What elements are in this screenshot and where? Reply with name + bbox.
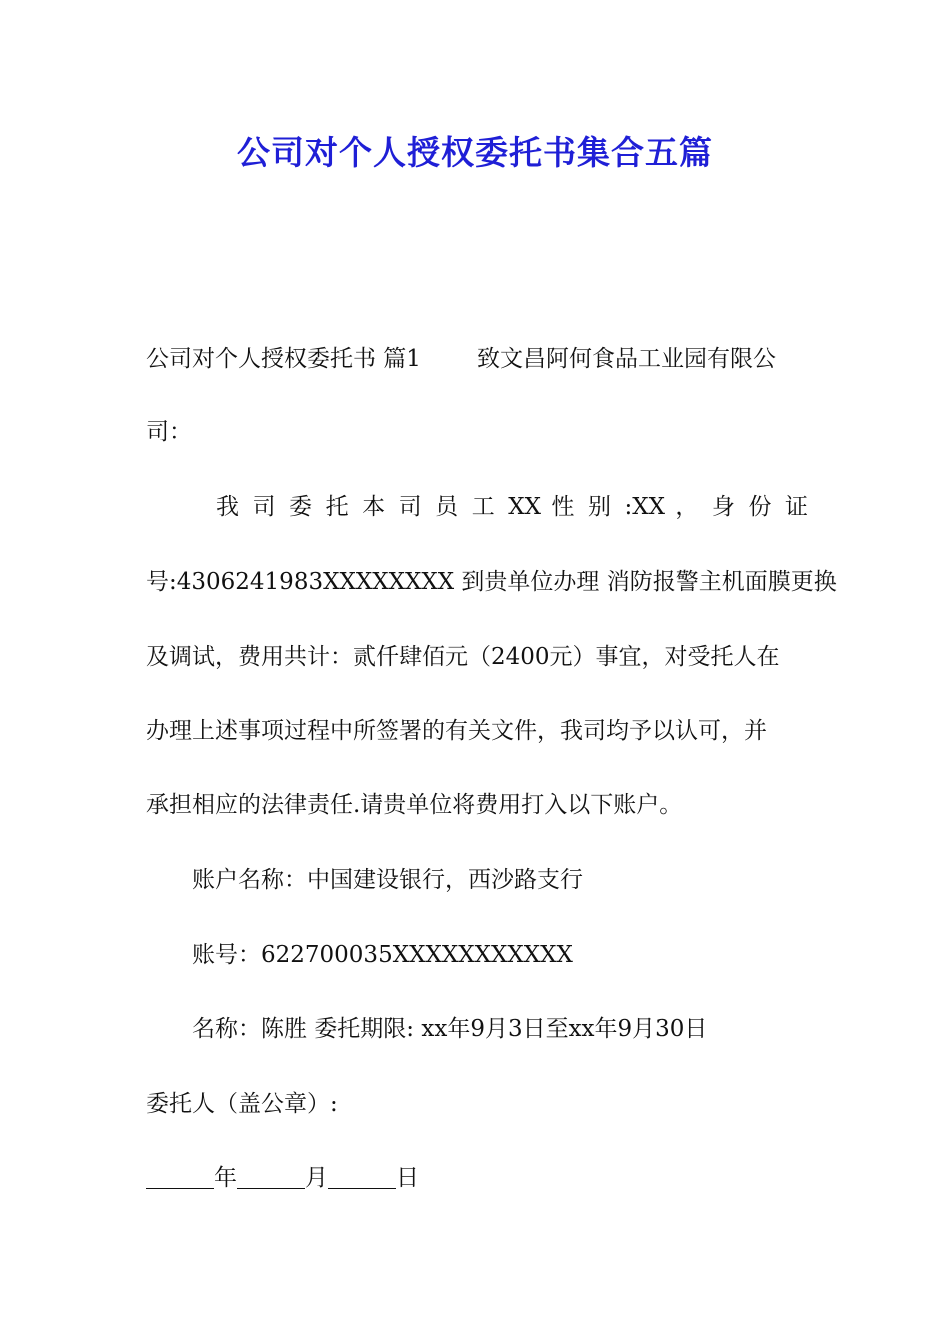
body-line-5: 承担相应的法律责任.请贵单位将费用打入以下账户。 <box>146 792 683 818</box>
month-blank <box>237 1162 305 1189</box>
account-number: 账号：622700035XXXXXXXXXXX <box>192 942 573 968</box>
name-and-period: 名称：陈胜 委托期限: xx年9月3日至xx年9月30日 <box>192 1016 708 1042</box>
body-line-4: 办理上述事项过程中所签署的有关文件，我司均予以认可，并 <box>146 718 767 744</box>
heading-line <box>146 341 808 377</box>
day-label: 日 <box>396 1165 419 1191</box>
date-line <box>146 1160 808 1196</box>
section-heading: 公司对个人授权委托书 篇1 <box>146 346 421 372</box>
body-line-3: 及调试，费用共计：贰仟肆佰元（2400元）事宜，对受托人在 <box>146 644 780 670</box>
addressee-continuation: 司： <box>146 419 192 445</box>
addressee: 致文昌阿何食品工业园有限公 <box>476 346 776 372</box>
account-name: 账户名称：中国建设银行，西沙路支行 <box>192 867 583 893</box>
year-label: 年 <box>214 1165 237 1191</box>
body-line-1: 我 司 委 托 本 司 员 工 XX 性 别 :XX ， 身 份 证 <box>216 494 808 520</box>
principal-seal-label: 委托人（盖公章）: <box>146 1091 338 1117</box>
year-blank <box>146 1162 214 1189</box>
month-label: 月 <box>305 1165 328 1191</box>
body-line-2: 号:4306241983XXXXXXXX 到贵单位办理 消防报警主机面膜更换 <box>146 569 837 595</box>
day-blank <box>328 1162 396 1189</box>
document-title: 公司对个人授权委托书集合五篇 <box>237 133 713 172</box>
